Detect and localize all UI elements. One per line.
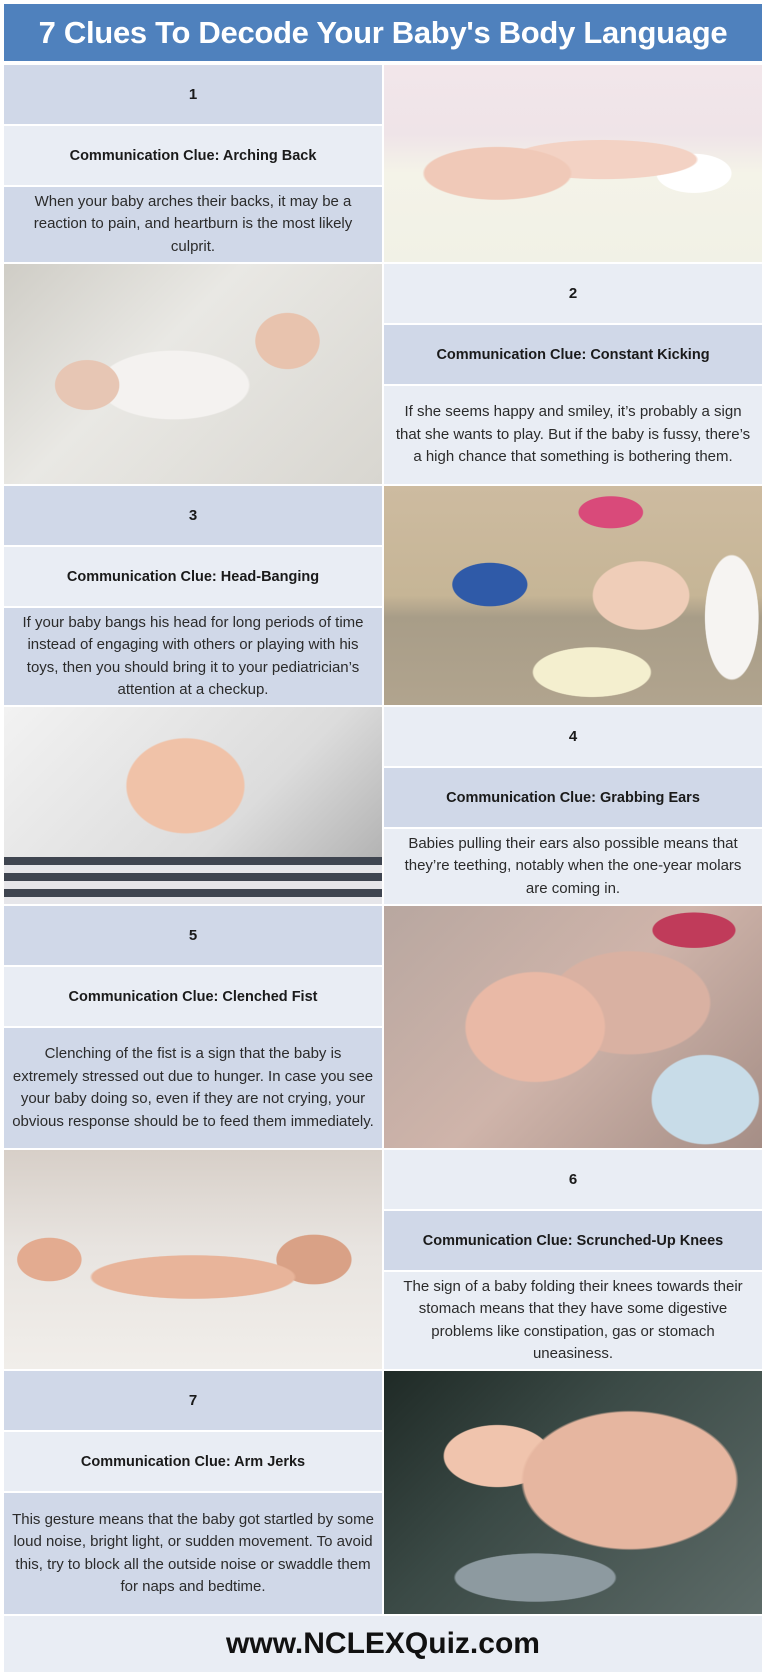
clue-row-4 <box>4 707 762 904</box>
clue-body: The sign of a baby folding their knees towards their stomach means that they have some digestive problems like constipation, gas or stomach uneasiness. <box>384 1272 762 1369</box>
infographic-title: 7 Clues To Decode Your Baby's Body Language <box>4 4 762 61</box>
clue-body: Babies pulling their ears also possible means that they’re teething, notably when the one-year molars are coming in. <box>384 829 762 904</box>
newborn-knees-photo <box>4 1150 382 1369</box>
clue-number: 6 <box>384 1150 762 1209</box>
clue-row-6 <box>4 1150 762 1369</box>
clue-body: This gesture means that the baby got startled by some loud noise, bright light, or sudden movement. To avoid this, try to block all the outside noise or swaddle them for naps and bedtime. <box>4 1493 382 1614</box>
clue-text-4 <box>384 707 762 904</box>
clue-number: 7 <box>4 1371 382 1430</box>
baby-kicking-photo <box>4 264 382 484</box>
clue-title: Communication Clue: Grabbing Ears <box>384 768 762 827</box>
clue-number: 2 <box>384 264 762 323</box>
clue-title: Communication Clue: Arching Back <box>4 126 382 185</box>
clue-text-2 <box>384 264 762 484</box>
clue-body: Clenching of the fist is a sign that the baby is extremely stressed out due to hunger. In case you see your baby doing so, even if they are not crying, your obvious response should be to feed them immediately. <box>4 1028 382 1148</box>
clue-title: Communication Clue: Scrunched-Up Knees <box>384 1211 762 1270</box>
clue-text-1 <box>4 65 382 262</box>
clue-body: If she seems happy and smiley, it’s probably a sign that she wants to play. But if the baby is fussy, there’s a high chance that something is bothering them. <box>384 386 762 484</box>
baby-fist-photo <box>384 906 762 1148</box>
clue-number: 3 <box>4 486 382 545</box>
clue-row-3 <box>4 486 762 705</box>
clue-number: 4 <box>384 707 762 766</box>
baby-arching-back-photo <box>384 65 762 262</box>
clue-body: If your baby bangs his head for long periods of time instead of engaging with others or playing with his toys, then you should bring it to your pediatrician’s attention at a checkup. <box>4 608 382 705</box>
clue-text-7 <box>4 1371 382 1614</box>
clue-row-1 <box>4 65 762 262</box>
clue-title: Communication Clue: Clenched Fist <box>4 967 382 1026</box>
footer-website-url: www.NCLEXQuiz.com <box>4 1616 762 1672</box>
baby-sitting-photo <box>384 486 762 705</box>
baby-sleeping-photo <box>384 1371 762 1614</box>
clue-text-5 <box>4 906 382 1148</box>
clue-title: Communication Clue: Arm Jerks <box>4 1432 382 1491</box>
clue-row-2 <box>4 264 762 484</box>
clue-number: 1 <box>4 65 382 124</box>
clue-title: Communication Clue: Constant Kicking <box>384 325 762 384</box>
baby-crying-ear-photo <box>4 707 382 904</box>
clue-body: When your baby arches their backs, it may be a reaction to pain, and heartburn is the most likely culprit. <box>4 187 382 262</box>
clue-text-3 <box>4 486 382 705</box>
clue-row-5 <box>4 906 762 1148</box>
clue-number: 5 <box>4 906 382 965</box>
clue-text-6 <box>384 1150 762 1369</box>
clue-row-7 <box>4 1371 762 1614</box>
clue-title: Communication Clue: Head-Banging <box>4 547 382 606</box>
